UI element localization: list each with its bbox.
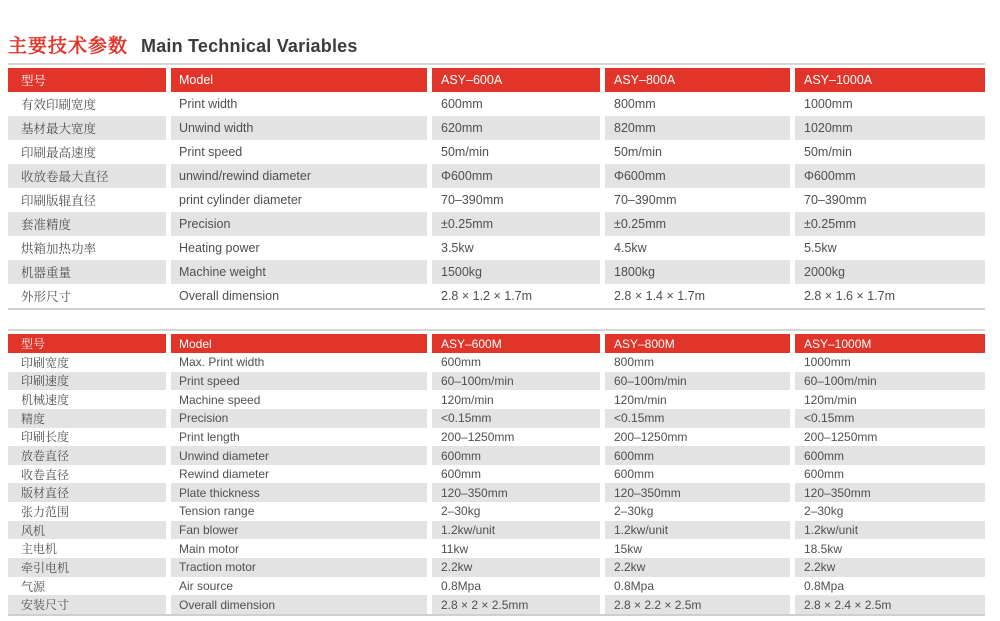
table-row	[8, 502, 985, 521]
param-value: 600mm	[804, 467, 845, 482]
table-header-row	[8, 334, 985, 353]
param-name-en: Precision	[171, 212, 427, 236]
param-name-en: Unwind width	[171, 116, 427, 140]
param-name-zh: 套准精度	[8, 212, 166, 236]
param-name-en: print cylinder diameter	[179, 193, 302, 207]
param-value: 70–390mm	[441, 193, 504, 207]
param-name-en: Print width	[179, 97, 238, 111]
param-value: 70–390mm	[804, 193, 867, 207]
param-value: 200–1250mm	[441, 429, 515, 444]
param-value: 60–100m/min	[432, 372, 600, 391]
param-name-en: Machine speed	[179, 392, 261, 407]
param-name-zh: 主电机	[21, 542, 58, 557]
param-value: ±0.25mm	[605, 212, 790, 236]
param-value: 120m/min	[804, 392, 857, 407]
table-row	[8, 164, 985, 188]
table-header-row	[8, 68, 985, 92]
param-name-zh: 基材最大宽度	[8, 116, 166, 140]
header-model-name: ASY–1000A	[795, 68, 985, 92]
table-row	[8, 212, 985, 236]
param-name-zh: 印刷速度	[8, 372, 166, 391]
param-value: 60–100m/min	[605, 372, 790, 391]
param-name-en: Overall dimension	[179, 289, 280, 303]
param-name-en: Print speed	[179, 145, 243, 159]
param-value: 200–1250mm	[804, 429, 878, 444]
header-model-label-en: Model	[171, 334, 427, 353]
param-value: 50m/min	[614, 145, 662, 159]
param-name-zh: 收放卷最大直径	[8, 164, 166, 188]
param-name-zh: 机械速度	[21, 393, 70, 408]
header-model-name: ASY–600M	[432, 334, 600, 353]
param-value: Φ600mm	[432, 164, 600, 188]
param-value: 1.2kw/unit	[605, 521, 790, 540]
param-value: <0.15mm	[605, 409, 790, 428]
param-value: 3.5kw	[441, 241, 474, 255]
spec-table-series-m	[8, 329, 985, 616]
table-row	[8, 577, 985, 596]
table-row	[8, 465, 985, 484]
param-name-en: Tension range	[179, 504, 255, 519]
table-bottom-divider	[8, 308, 985, 310]
param-value: 2.8 × 2 × 2.5mm	[432, 595, 600, 614]
param-name-en: Max. Print width	[179, 355, 265, 370]
param-name-en: Air source	[179, 579, 234, 593]
param-value: 2.2kw	[432, 558, 600, 577]
table-row	[8, 558, 985, 577]
table-row	[8, 140, 985, 164]
param-name-zh: 印刷宽度	[21, 355, 70, 370]
page-title-chinese: 主要技术参数	[8, 36, 129, 57]
param-value: 2–30kg	[614, 504, 654, 519]
param-name-zh: 印刷最高速度	[21, 146, 97, 160]
param-value: 120–350mm	[432, 483, 600, 502]
param-value: 600mm	[605, 446, 790, 465]
param-value: 1.2kw/unit	[432, 521, 600, 540]
param-value: 1020mm	[795, 116, 985, 140]
param-value: ±0.25mm	[795, 212, 985, 236]
param-value: 1.2kw/unit	[795, 521, 985, 540]
param-name-zh: 精度	[8, 409, 166, 428]
param-value: 4.5kw	[614, 241, 647, 255]
param-value: 120–350mm	[795, 483, 985, 502]
table-row	[8, 428, 985, 447]
param-name-zh: 印刷长度	[21, 430, 70, 445]
header-model-label-zh: 型号	[8, 68, 166, 92]
param-value: 1000mm	[804, 97, 853, 111]
param-value: 5.5kw	[804, 241, 837, 255]
param-name-en: unwind/rewind diameter	[171, 164, 427, 188]
param-value: 15kw	[614, 541, 643, 556]
param-name-en: Precision	[171, 409, 427, 428]
param-name-zh: 气源	[21, 579, 46, 594]
param-value: ±0.25mm	[432, 212, 600, 236]
header-model-name: ASY–600A	[432, 68, 600, 92]
param-value: 60–100m/min	[795, 372, 985, 391]
param-name-zh: 安装尺寸	[8, 595, 166, 614]
param-value: 600mm	[614, 467, 655, 482]
table-row	[8, 372, 985, 391]
param-value: 18.5kw	[804, 541, 843, 556]
param-name-zh: 印刷版辊直径	[21, 194, 97, 208]
param-value: Φ600mm	[795, 164, 985, 188]
param-name-en: Rewind diameter	[179, 467, 270, 482]
param-name-zh: 有效印刷宽度	[21, 98, 97, 112]
table-row	[8, 483, 985, 502]
param-name-en: Unwind diameter	[171, 446, 427, 465]
param-name-zh: 牵引电机	[8, 558, 166, 577]
page-title	[8, 31, 358, 58]
param-name-en: Plate thickness	[171, 483, 427, 502]
param-value: 120m/min	[441, 392, 494, 407]
table-row	[8, 409, 985, 428]
header-model-label-zh: 型号	[8, 334, 166, 353]
param-name-en: Traction motor	[171, 558, 427, 577]
param-name-en: Main motor	[179, 541, 240, 556]
param-value: 620mm	[432, 116, 600, 140]
table-top-divider	[8, 329, 985, 331]
table-row	[8, 446, 985, 465]
param-value: 0.8Mpa	[441, 579, 482, 593]
header-model-label-en: Model	[171, 68, 427, 92]
param-value: 2–30kg	[441, 504, 481, 519]
param-value: 120m/min	[614, 392, 667, 407]
param-value: 2.2kw	[795, 558, 985, 577]
param-name-zh: 收卷直径	[21, 467, 70, 482]
param-value: 2.8 × 1.2 × 1.7m	[441, 289, 533, 303]
param-name-zh: 风机	[8, 521, 166, 540]
param-value: 50m/min	[804, 145, 852, 159]
param-value: 0.8Mpa	[804, 579, 845, 593]
param-value: 600mm	[432, 446, 600, 465]
table-top-divider	[8, 63, 985, 65]
param-value: 800mm	[614, 355, 655, 370]
header-model-name: ASY–800M	[605, 334, 790, 353]
param-value: 1800kg	[605, 260, 790, 284]
table-row	[8, 353, 985, 372]
param-value: 820mm	[605, 116, 790, 140]
param-value: 2.8 × 2.4 × 2.5m	[795, 595, 985, 614]
param-value: Φ600mm	[605, 164, 790, 188]
param-value: 1000mm	[804, 355, 851, 370]
param-name-zh: 机器重量	[8, 260, 166, 284]
param-value: <0.15mm	[795, 409, 985, 428]
table-grid-series-a	[8, 68, 985, 308]
param-name-en: Print length	[179, 429, 240, 444]
table-bottom-divider	[8, 614, 985, 616]
param-name-en: Heating power	[179, 241, 260, 255]
param-name-zh: 张力范围	[21, 504, 70, 519]
spec-table-series-a	[8, 63, 985, 310]
param-value: 600mm	[795, 446, 985, 465]
param-value: 2.8 × 2.2 × 2.5m	[605, 595, 790, 614]
param-value: 50m/min	[441, 145, 489, 159]
param-name-zh: 放卷直径	[8, 446, 166, 465]
table-row	[8, 116, 985, 140]
table-row	[8, 236, 985, 260]
param-value: <0.15mm	[432, 409, 600, 428]
param-value: 70–390mm	[614, 193, 677, 207]
param-value: 2.8 × 1.4 × 1.7m	[614, 289, 706, 303]
page-title-english: Main Technical Variables	[141, 36, 358, 56]
table-row	[8, 260, 985, 284]
table-row	[8, 521, 985, 540]
param-value: 2.8 × 1.6 × 1.7m	[804, 289, 896, 303]
param-value: 600mm	[441, 355, 482, 370]
table-grid-series-m	[8, 334, 985, 614]
param-name-en: Print speed	[171, 372, 427, 391]
param-name-en: Fan blower	[171, 521, 427, 540]
param-value: 2–30kg	[804, 504, 844, 519]
param-value: 2000kg	[795, 260, 985, 284]
table-row	[8, 539, 985, 558]
table-row	[8, 390, 985, 409]
param-value: 600mm	[441, 467, 482, 482]
param-value: 200–1250mm	[614, 429, 688, 444]
param-value: 1500kg	[432, 260, 600, 284]
param-value: 800mm	[614, 97, 656, 111]
header-model-name: ASY–1000M	[795, 334, 985, 353]
param-name-en: Machine weight	[171, 260, 427, 284]
table-row	[8, 284, 985, 308]
param-value: 11kw	[441, 541, 469, 556]
param-value: 0.8Mpa	[614, 579, 655, 593]
table-row	[8, 595, 985, 614]
table-row	[8, 92, 985, 116]
header-model-name: ASY–800A	[605, 68, 790, 92]
param-name-en: Overall dimension	[171, 595, 427, 614]
param-value: 120–350mm	[605, 483, 790, 502]
param-name-zh: 烘箱加热功率	[21, 242, 97, 256]
table-row	[8, 188, 985, 212]
param-name-zh: 外形尺寸	[21, 290, 72, 304]
param-value: 2.2kw	[605, 558, 790, 577]
param-value: 600mm	[441, 97, 483, 111]
param-name-zh: 版材直径	[8, 483, 166, 502]
